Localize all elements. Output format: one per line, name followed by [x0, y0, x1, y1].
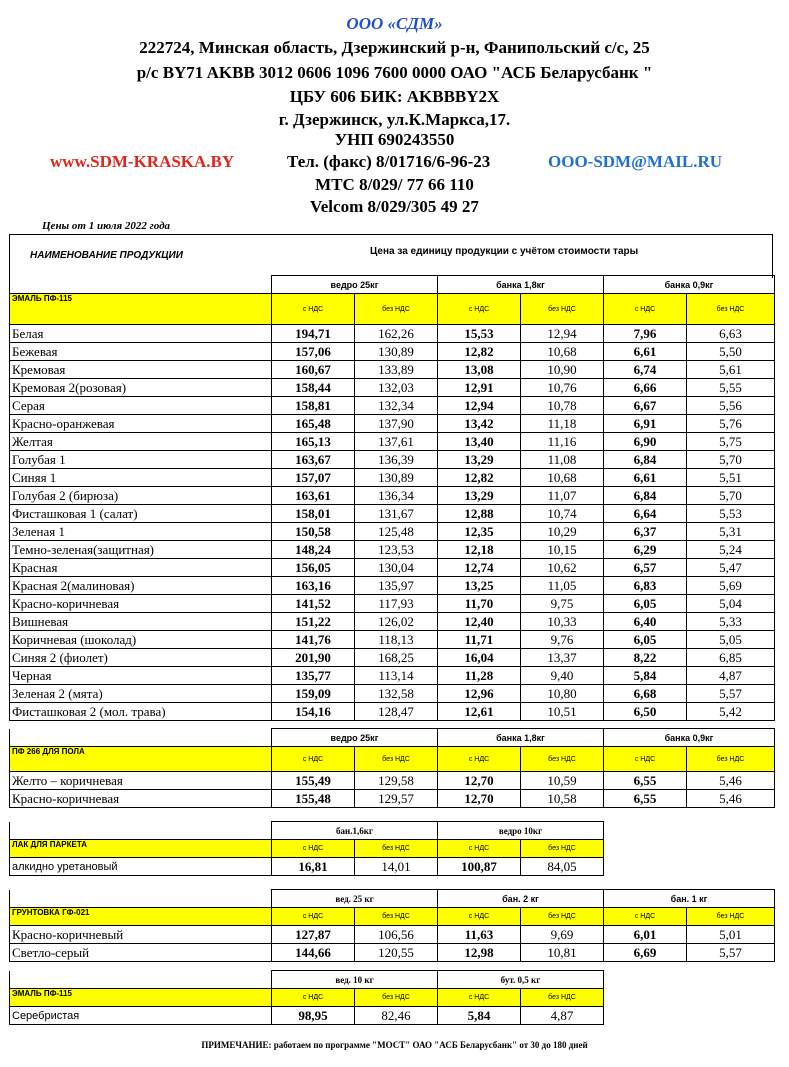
price-with-vat: 6,61	[604, 343, 687, 361]
pack-header: банка 1,8кг	[438, 729, 604, 747]
price-without-vat: 113,14	[355, 667, 438, 685]
product-name-header: НАИМЕНОВАНИЕ ПРОДУКЦИИ	[30, 250, 183, 261]
price-with-vat: 6,74	[604, 361, 687, 379]
vat-label: с НДС	[438, 747, 521, 772]
price-without-vat: 5,47	[687, 559, 775, 577]
vat-label: с НДС	[272, 840, 355, 858]
price-with-vat: 12,18	[438, 541, 521, 559]
vat-label: с НДС	[438, 840, 521, 858]
price-with-vat: 7,96	[604, 325, 687, 343]
price-with-vat: 6,40	[604, 613, 687, 631]
price-without-vat: 10,90	[521, 361, 604, 379]
price-with-vat: 151,22	[272, 613, 355, 631]
price-with-vat: 155,48	[272, 790, 355, 808]
price-without-vat: 132,03	[355, 379, 438, 397]
pack-header: бут. 0,5 кг	[438, 971, 604, 989]
novat-label: без НДС	[355, 840, 438, 858]
price-without-vat: 11,05	[521, 577, 604, 595]
product-name: Зеленая 1	[10, 523, 272, 541]
product-name: Темно-зеленая(защитная)	[10, 541, 272, 559]
table-row	[10, 361, 775, 379]
price-without-vat: 136,34	[355, 487, 438, 505]
product-name: Светло-серый	[10, 944, 272, 962]
table-row	[10, 790, 775, 808]
product-name: Черная	[10, 667, 272, 685]
price-without-vat: 5,61	[687, 361, 775, 379]
price-with-vat: 6,84	[604, 487, 687, 505]
price-without-vat: 5,04	[687, 595, 775, 613]
price-without-vat: 137,61	[355, 433, 438, 451]
table-row	[10, 487, 775, 505]
price-without-vat: 123,53	[355, 541, 438, 559]
price-without-vat: 10,80	[521, 685, 604, 703]
product-name: Фисташковая 1 (салат)	[10, 505, 272, 523]
product-name: Кремовая 2(розовая)	[10, 379, 272, 397]
price-without-vat: 5,05	[687, 631, 775, 649]
price-without-vat: 130,89	[355, 469, 438, 487]
price-without-vat: 5,69	[687, 577, 775, 595]
price-with-vat: 12,35	[438, 523, 521, 541]
price-with-vat: 194,71	[272, 325, 355, 343]
price-with-vat: 16,04	[438, 649, 521, 667]
price-with-vat: 5,84	[438, 1007, 521, 1025]
price-with-vat: 6,29	[604, 541, 687, 559]
vat-label: с НДС	[272, 294, 355, 325]
product-name: Желтая	[10, 433, 272, 451]
price-with-vat: 12,70	[438, 790, 521, 808]
velcom-phone: Velcom 8/029/305 49 27	[310, 197, 479, 216]
price-without-vat: 6,63	[687, 325, 775, 343]
mts-phone: МТС 8/029/ 77 66 110	[315, 175, 474, 194]
price-with-vat: 11,71	[438, 631, 521, 649]
table-row	[10, 667, 775, 685]
product-name: Белая	[10, 325, 272, 343]
price-with-vat: 16,81	[272, 858, 355, 876]
price-without-vat: 5,46	[687, 790, 775, 808]
novat-label: без НДС	[687, 747, 775, 772]
price-header: Цена за единицу продукции с учётом стоимости тары	[370, 246, 639, 257]
price-without-vat: 10,68	[521, 343, 604, 361]
price-with-vat: 6,61	[604, 469, 687, 487]
product-name: Синяя 1	[10, 469, 272, 487]
price-with-vat: 11,63	[438, 926, 521, 944]
price-without-vat: 9,40	[521, 667, 604, 685]
pack-header: вед. 25 кг	[272, 890, 438, 908]
price-with-vat: 11,28	[438, 667, 521, 685]
table-row	[10, 415, 775, 433]
price-without-vat: 125,48	[355, 523, 438, 541]
product-name: Бежевая	[10, 343, 272, 361]
price-without-vat: 117,93	[355, 595, 438, 613]
price-with-vat: 12,61	[438, 703, 521, 721]
price-with-vat: 6,83	[604, 577, 687, 595]
product-name: Синяя 2 (фиолет)	[10, 649, 272, 667]
price-without-vat: 130,89	[355, 343, 438, 361]
table-row	[10, 631, 775, 649]
price-with-vat: 12,40	[438, 613, 521, 631]
novat-label: без НДС	[355, 747, 438, 772]
price-with-vat: 6,64	[604, 505, 687, 523]
table-row	[10, 858, 604, 876]
price-with-vat: 135,77	[272, 667, 355, 685]
price-with-vat: 159,09	[272, 685, 355, 703]
product-name: Коричневая (шоколад)	[10, 631, 272, 649]
table-row	[10, 703, 775, 721]
price-without-vat: 168,25	[355, 649, 438, 667]
price-with-vat: 12,91	[438, 379, 521, 397]
website-link[interactable]: www.SDM-KRASKA.BY	[50, 152, 235, 171]
vat-label: с НДС	[272, 989, 355, 1007]
novat-label: без НДС	[355, 989, 438, 1007]
price-without-vat: 9,75	[521, 595, 604, 613]
price-with-vat: 6,66	[604, 379, 687, 397]
novat-label: без НДС	[687, 294, 775, 325]
silver-table	[9, 970, 604, 1025]
price-without-vat: 4,87	[521, 1007, 604, 1025]
price-without-vat: 106,56	[355, 926, 438, 944]
price-with-vat: 141,76	[272, 631, 355, 649]
price-with-vat: 158,81	[272, 397, 355, 415]
pack-header: банка 0,9кг	[604, 276, 775, 294]
product-name: Вишневая	[10, 613, 272, 631]
vat-label: с НДС	[604, 294, 687, 325]
table-row	[10, 469, 775, 487]
price-with-vat: 6,55	[604, 790, 687, 808]
price-with-vat: 12,82	[438, 343, 521, 361]
price-with-vat: 148,24	[272, 541, 355, 559]
price-without-vat: 126,02	[355, 613, 438, 631]
table-row	[10, 343, 775, 361]
product-name: Фисташковая 2 (мол. трава)	[10, 703, 272, 721]
address: 222724, Минская область, Дзержинский р-н, Фанипольский с/с, 25	[139, 38, 650, 57]
price-without-vat: 6,85	[687, 649, 775, 667]
price-with-vat: 6,68	[604, 685, 687, 703]
price-with-vat: 5,84	[604, 667, 687, 685]
phone-fax: Тел. (факс) 8/01716/6-96-23	[287, 152, 491, 171]
price-without-vat: 5,57	[687, 944, 775, 962]
primer-table	[9, 889, 775, 962]
price-without-vat: 131,67	[355, 505, 438, 523]
price-with-vat: 13,40	[438, 433, 521, 451]
price-with-vat: 163,61	[272, 487, 355, 505]
price-with-vat: 6,91	[604, 415, 687, 433]
price-without-vat: 5,57	[687, 685, 775, 703]
price-without-vat: 10,51	[521, 703, 604, 721]
category-label: ЭМАЛЬ ПФ-115	[10, 294, 272, 325]
price-without-vat: 10,76	[521, 379, 604, 397]
price-without-vat: 5,33	[687, 613, 775, 631]
price-with-vat: 150,58	[272, 523, 355, 541]
price-without-vat: 136,39	[355, 451, 438, 469]
company-name: ООО «СДМ»	[346, 14, 443, 33]
price-with-vat: 12,82	[438, 469, 521, 487]
price-with-vat: 160,67	[272, 361, 355, 379]
price-with-vat: 6,55	[604, 772, 687, 790]
price-without-vat: 5,51	[687, 469, 775, 487]
price-without-vat: 10,74	[521, 505, 604, 523]
table-row	[10, 379, 775, 397]
price-without-vat: 128,47	[355, 703, 438, 721]
bik: ЦБУ 606 БИК: AKBBBY2X	[289, 87, 500, 106]
price-without-vat: 84,05	[521, 858, 604, 876]
price-without-vat: 82,46	[355, 1007, 438, 1025]
table-row	[10, 433, 775, 451]
price-with-vat: 154,16	[272, 703, 355, 721]
table-row	[10, 541, 775, 559]
enamel-pf115-table	[9, 275, 775, 721]
product-name: Желто – коричневая	[10, 772, 272, 790]
price-without-vat: 5,50	[687, 343, 775, 361]
price-without-vat: 5,24	[687, 541, 775, 559]
price-with-vat: 6,90	[604, 433, 687, 451]
vat-label: с НДС	[272, 908, 355, 926]
price-without-vat: 10,29	[521, 523, 604, 541]
vat-label: с НДС	[604, 747, 687, 772]
price-without-vat: 9,76	[521, 631, 604, 649]
pack-header: бан.1,6кг	[272, 822, 438, 840]
category-label: ЭМАЛЬ ПФ-115	[10, 989, 272, 1007]
novat-label: без НДС	[521, 989, 604, 1007]
price-without-vat: 5,42	[687, 703, 775, 721]
price-without-vat: 11,16	[521, 433, 604, 451]
price-with-vat: 13,29	[438, 487, 521, 505]
price-without-vat: 5,55	[687, 379, 775, 397]
price-without-vat: 10,33	[521, 613, 604, 631]
price-without-vat: 130,04	[355, 559, 438, 577]
price-without-vat: 129,58	[355, 772, 438, 790]
email-link[interactable]: OOO-SDM@MAIL.RU	[548, 152, 723, 171]
vat-label: с НДС	[438, 908, 521, 926]
pack-header: ведро 25кг	[272, 276, 438, 294]
pack-header: бан. 2 кг	[438, 890, 604, 908]
price-without-vat: 129,57	[355, 790, 438, 808]
table-row	[10, 397, 775, 415]
price-with-vat: 6,67	[604, 397, 687, 415]
price-without-vat: 10,15	[521, 541, 604, 559]
price-with-vat: 156,05	[272, 559, 355, 577]
price-without-vat: 10,62	[521, 559, 604, 577]
price-with-vat: 13,29	[438, 451, 521, 469]
price-without-vat: 12,94	[521, 325, 604, 343]
price-with-vat: 15,53	[438, 325, 521, 343]
price-with-vat: 158,01	[272, 505, 355, 523]
novat-label: без НДС	[687, 908, 775, 926]
bank-account: р/с BY71 AKBB 3012 0606 1096 7600 0000 ОАО "АСБ Беларусбанк "	[136, 63, 653, 82]
price-with-vat: 127,87	[272, 926, 355, 944]
pack-header: банка 0,9кг	[604, 729, 775, 747]
price-without-vat: 5,76	[687, 415, 775, 433]
price-without-vat: 133,89	[355, 361, 438, 379]
price-without-vat: 11,18	[521, 415, 604, 433]
price-without-vat: 118,13	[355, 631, 438, 649]
price-with-vat: 157,07	[272, 469, 355, 487]
price-without-vat: 11,07	[521, 487, 604, 505]
product-name: Красно-оранжевая	[10, 415, 272, 433]
table-row	[10, 926, 775, 944]
price-without-vat: 13,37	[521, 649, 604, 667]
product-name: Зеленая 2 (мята)	[10, 685, 272, 703]
pack-header: ведро 10кг	[438, 822, 604, 840]
product-name: Красная 2(малиновая)	[10, 577, 272, 595]
table-row	[10, 613, 775, 631]
price-without-vat: 5,56	[687, 397, 775, 415]
table-row	[10, 1007, 604, 1025]
table-row	[10, 944, 775, 962]
price-with-vat: 8,22	[604, 649, 687, 667]
price-without-vat: 5,53	[687, 505, 775, 523]
novat-label: без НДС	[521, 294, 604, 325]
price-without-vat: 5,01	[687, 926, 775, 944]
price-with-vat: 12,88	[438, 505, 521, 523]
category-label: ЛАК ДЛЯ ПАРКЕТА	[10, 840, 272, 858]
price-with-vat: 12,74	[438, 559, 521, 577]
vat-label: с НДС	[604, 908, 687, 926]
price-with-vat: 98,95	[272, 1007, 355, 1025]
price-with-vat: 11,70	[438, 595, 521, 613]
price-with-vat: 144,66	[272, 944, 355, 962]
price-with-vat: 163,16	[272, 577, 355, 595]
table-row	[10, 505, 775, 523]
price-without-vat: 5,70	[687, 451, 775, 469]
price-without-vat: 120,55	[355, 944, 438, 962]
price-without-vat: 4,87	[687, 667, 775, 685]
price-without-vat: 10,81	[521, 944, 604, 962]
product-name: Красно-коричневый	[10, 926, 272, 944]
price-with-vat: 12,70	[438, 772, 521, 790]
table-row	[10, 523, 775, 541]
novat-label: без НДС	[355, 908, 438, 926]
price-without-vat: 10,78	[521, 397, 604, 415]
floor-pf266-table	[9, 728, 775, 808]
price-with-vat: 12,98	[438, 944, 521, 962]
price-without-vat: 9,69	[521, 926, 604, 944]
parquet-table	[9, 821, 604, 876]
price-with-vat: 12,96	[438, 685, 521, 703]
price-without-vat: 5,46	[687, 772, 775, 790]
price-with-vat: 201,90	[272, 649, 355, 667]
price-with-vat: 158,44	[272, 379, 355, 397]
novat-label: без НДС	[521, 747, 604, 772]
price-with-vat: 13,25	[438, 577, 521, 595]
price-with-vat: 6,01	[604, 926, 687, 944]
price-without-vat: 10,58	[521, 790, 604, 808]
novat-label: без НДС	[521, 840, 604, 858]
price-with-vat: 6,84	[604, 451, 687, 469]
pack-header: бан. 1 кг	[604, 890, 775, 908]
price-with-vat: 6,05	[604, 631, 687, 649]
product-name: Голубая 1	[10, 451, 272, 469]
price-without-vat: 132,58	[355, 685, 438, 703]
product-name: Красная	[10, 559, 272, 577]
price-with-vat: 6,57	[604, 559, 687, 577]
product-name: Красно-коричневая	[10, 595, 272, 613]
price-with-vat: 165,13	[272, 433, 355, 451]
price-with-vat: 157,06	[272, 343, 355, 361]
price-with-vat: 155,49	[272, 772, 355, 790]
price-with-vat: 6,69	[604, 944, 687, 962]
table-row	[10, 559, 775, 577]
pack-header: ведро 25кг	[272, 729, 438, 747]
category-label: ПФ 266 ДЛЯ ПОЛА	[10, 747, 272, 772]
table-row	[10, 685, 775, 703]
price-without-vat: 10,59	[521, 772, 604, 790]
price-with-vat: 163,67	[272, 451, 355, 469]
price-with-vat: 6,37	[604, 523, 687, 541]
table-row	[10, 595, 775, 613]
novat-label: без НДС	[355, 294, 438, 325]
vat-label: с НДС	[438, 989, 521, 1007]
unp: УНП 690243550	[334, 130, 455, 149]
price-without-vat: 11,08	[521, 451, 604, 469]
city-address: г. Дзержинск, ул.К.Маркса,17.	[278, 110, 511, 129]
table-row	[10, 451, 775, 469]
product-name: Серебристая	[10, 1007, 272, 1025]
price-without-vat: 5,70	[687, 487, 775, 505]
price-without-vat: 10,68	[521, 469, 604, 487]
price-with-vat: 6,50	[604, 703, 687, 721]
vat-label: с НДС	[272, 747, 355, 772]
price-with-vat: 6,05	[604, 595, 687, 613]
table-row	[10, 649, 775, 667]
pack-header: вед. 10 кг	[272, 971, 438, 989]
product-name: Кремовая	[10, 361, 272, 379]
price-without-vat: 135,97	[355, 577, 438, 595]
product-name: Серая	[10, 397, 272, 415]
footer-note: ПРИМЕЧАНИЕ: работаем по программе "МОСТ" ОАО "АСБ Беларусбанк" от 30 до 180 дней	[201, 1040, 588, 1050]
category-label: ГРУНТОВКА ГФ-021	[10, 908, 272, 926]
price-without-vat: 5,31	[687, 523, 775, 541]
table-row	[10, 325, 775, 343]
price-with-vat: 13,42	[438, 415, 521, 433]
table-row	[10, 577, 775, 595]
price-with-vat: 165,48	[272, 415, 355, 433]
price-without-vat: 14,01	[355, 858, 438, 876]
price-without-vat: 137,90	[355, 415, 438, 433]
price-without-vat: 5,75	[687, 433, 775, 451]
product-name: алкидно уретановый	[10, 858, 272, 876]
product-name: Красно-коричневая	[10, 790, 272, 808]
price-with-vat: 141,52	[272, 595, 355, 613]
price-without-vat: 132,34	[355, 397, 438, 415]
vat-label: с НДС	[438, 294, 521, 325]
price-date: Цены от 1 июля 2022 года	[42, 220, 171, 232]
price-with-vat: 12,94	[438, 397, 521, 415]
novat-label: без НДС	[521, 908, 604, 926]
price-with-vat: 13,08	[438, 361, 521, 379]
price-with-vat: 100,87	[438, 858, 521, 876]
price-without-vat: 162,26	[355, 325, 438, 343]
table-row	[10, 772, 775, 790]
pack-header: банка 1,8кг	[438, 276, 604, 294]
product-name: Голубая 2 (бирюза)	[10, 487, 272, 505]
